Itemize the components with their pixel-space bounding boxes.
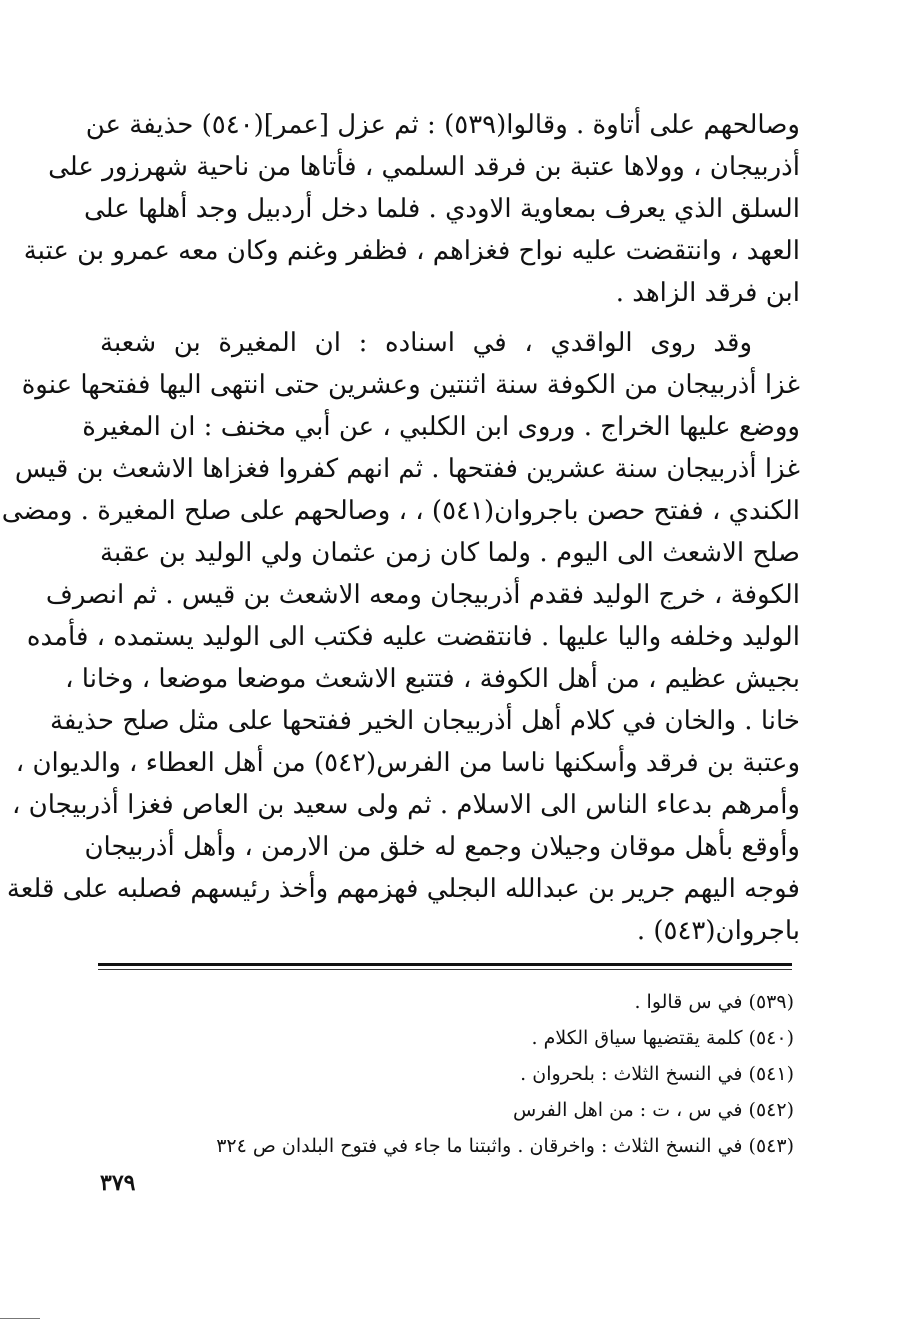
- footnotes: [100, 984, 794, 1164]
- text-line: فوجه اليهم جرير بن عبدالله البجلي فهزمهم وأخذ رئيسهم فصلبه على قلعة: [6, 874, 800, 904]
- text-line: الكوفة ، خرج الوليد فقدم أذربيجان ومعه الاشعث بن قيس . ثم انصرف: [45, 580, 800, 610]
- text-line: العهد ، وانتقضت عليه نواح فغزاهم ، فظفر وغنم وكان معه عمرو بن عتبة: [23, 236, 800, 266]
- text-line: السلق الذي يعرف بمعاوية الاودي . فلما دخل أردبيل وجد أهلها على: [83, 194, 800, 224]
- footnote: (٥٤٣) في النسخ الثلاث : واخرقان . واثبتنا ما جاء في فتوح البلدان ص ٣٢٤: [216, 1135, 794, 1157]
- text-line: بجيش عظيم ، من أهل الكوفة ، فتتبع الاشعث موضعا موضعا ، وخانا ،: [65, 664, 800, 694]
- page-number: ٣٧٩: [100, 1170, 136, 1196]
- text-line: ووضع عليها الخراج . وروى ابن الكلبي ، عن أبي مخنف : ان المغيرة: [82, 412, 800, 442]
- paragraph-2: [1, 322, 800, 952]
- text-line: وأمرهم بدعاء الناس الى الاسلام . ثم ولى سعيد بن العاص فغزا أذربيجان ،: [12, 790, 800, 820]
- text-line: صلح الاشعث الى اليوم . ولما كان زمن عثمان ولي الوليد بن عقبة: [100, 538, 800, 568]
- text-line: وأوقع بأهل موقان وجيلان وجمع له خلق من الارمن ، وأهل أذربيجان: [84, 832, 800, 862]
- footnote: (٥٤١) في النسخ الثلاث : بلحروان .: [520, 1063, 794, 1085]
- paragraph-1: [23, 104, 800, 314]
- text-line: الكندي ، ففتح حصن باجروان(٥٤١) ، ، وصالحهم على صلح المغيرة . ومضى: [1, 496, 800, 526]
- text-line: باجروان(٥٤٣) .: [636, 916, 800, 946]
- text-line: خانا . والخان في كلام أهل أذربيجان الخير ففتحها على مثل صلح حذيفة: [49, 706, 800, 736]
- footnote: (٥٤٢) في س ، ت : من اهل الفرس: [513, 1099, 794, 1121]
- text-line: الوليد وخلفه واليا عليها . فانتقضت عليه فكتب الى الوليد يستمده ، فأمده: [26, 622, 800, 652]
- text-line: ابن فرقد الزاهد .: [615, 278, 800, 308]
- footnote: (٥٣٩) في س قالوا .: [634, 991, 794, 1013]
- footnote-divider: [98, 963, 792, 966]
- text-line: وصالحهم على أتاوة . وقالوا(٥٣٩) : ثم عزل [عمر](٥٤٠) حذيفة عن: [85, 110, 800, 140]
- text-line: أذربيجان ، وولاها عتبة بن فرقد السلمي ، فأتاها من ناحية شهرزور على: [48, 152, 800, 182]
- text-line: وقد روى الواقدي ، في اسناده : ان المغيرة بن شعبة: [100, 328, 752, 358]
- footnote: (٥٤٠) كلمة يقتضيها سياق الكلام .: [531, 1027, 794, 1049]
- text-line: غزا أذربيجان من الكوفة سنة اثنتين وعشرين حتى انتهى اليها ففتحها عنوة: [21, 370, 800, 400]
- text-line: غزا أذربيجان سنة عشرين ففتحها . ثم انهم كفروا فغزاها الاشعث بن قيس: [14, 454, 800, 484]
- text-line: وعتبة بن فرقد وأسكنها ناسا من الفرس(٥٤٢) من أهل العطاء ، والديوان ،: [15, 748, 800, 778]
- scan-edge-mark: [0, 1318, 40, 1319]
- footnote-divider-thin: [98, 969, 792, 970]
